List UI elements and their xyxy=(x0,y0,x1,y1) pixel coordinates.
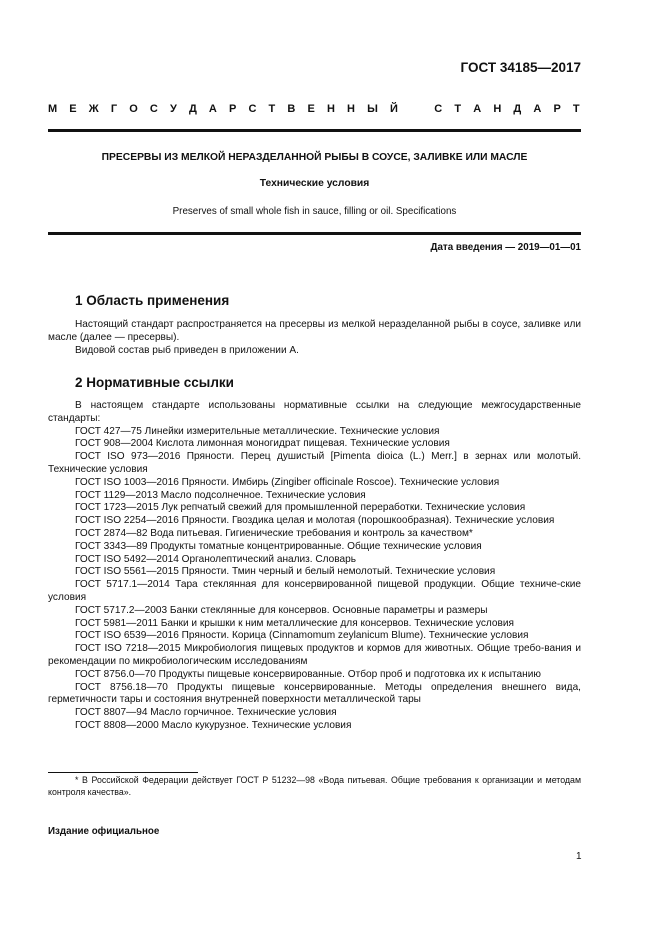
banner-letter: А xyxy=(533,103,542,115)
banner-letter: О xyxy=(129,103,138,115)
document-subtitle: Технические условия xyxy=(259,178,370,189)
banner-letter: Е xyxy=(69,103,77,115)
reference-item: ГОСТ 1129—2013 Масло подсолнечное. Технические условия xyxy=(75,489,366,501)
section-2-body xyxy=(48,400,581,733)
reference-item: ГОСТ 3343—89 Продукты томатные концентрированные. Общие технические условия xyxy=(75,540,482,552)
section-1-heading: 1 Область применения xyxy=(75,293,230,308)
banner-letter: У xyxy=(169,103,177,115)
footnote-text: * В Российской Федерации действует ГОСТ Р 51232—98 «Вода питьевая. Общие требования к организации и методам контроля качества». xyxy=(48,775,581,797)
banner-letter: Т xyxy=(268,103,276,115)
banner-letter: С xyxy=(149,103,158,115)
page-number: 1 xyxy=(576,851,582,862)
banner-letter: Р xyxy=(229,103,237,115)
section-1-paragraph: Настоящий стандарт распространяется на пресервы из мелкой неразделанной рыбы в соусе, заливке или масле (далее — пресервы). xyxy=(48,319,581,343)
reference-item: ГОСТ 8807—94 Масло горчичное. Технические условия xyxy=(75,707,337,719)
reference-item: ГОСТ ISO 973—2016 Пряности. Перец душистый [Pimenta dioica (L.) Merr.] в зернах или молотый. Технические условия xyxy=(48,451,581,475)
reference-item: ГОСТ 8756.18—70 Продукты пищевые консервированные. Методы определения внешнего вида, герметичности тары и состояния внутренней поверхности металлической тары xyxy=(48,681,581,706)
reference-item: ГОСТ ISO 2254—2016 Пряности. Гвоздика целая и молотая (порошкообразная). Технические условия xyxy=(75,515,555,527)
banner-letter: Е xyxy=(307,103,315,115)
banner-letter: Н xyxy=(493,103,502,115)
banner-letter: Ы xyxy=(367,103,378,115)
banner-letter: Д xyxy=(513,103,522,115)
section-2-intro: В настоящем стандарте использованы нормативные ссылки на следующие межгосударственные стандарты: xyxy=(48,400,581,424)
title-bottom-rule xyxy=(48,232,581,235)
reference-item: ГОСТ 5981—2011 Банки и крышки к ним металлические для консервов. Технические условия xyxy=(75,617,514,629)
introduction-date: Дата введения — 2019—01—01 xyxy=(430,242,581,253)
document-title: ПРЕСЕРВЫ ИЗ МЕЛКОЙ НЕРАЗДЕЛАННОЙ РЫБЫ В СОУСЕ, ЗАЛИВКЕ ИЛИ МАСЛЕ xyxy=(101,152,528,163)
banner-letter: Д xyxy=(188,103,197,115)
reference-item: ГОСТ 8756.0—70 Продукты пищевые консервированные. Отбор проб и подготовка их к испытанию xyxy=(75,668,541,680)
reference-item: ГОСТ 5717.2—2003 Банки стеклянные для консервов. Основные параметры и размеры xyxy=(75,604,488,616)
banner-letter: В xyxy=(287,103,296,115)
banner-letter: С xyxy=(434,103,443,115)
reference-item: ГОСТ 1723—2015 Лук репчатый свежий для промышленной переработки. Технические условия xyxy=(75,502,526,514)
footnote xyxy=(48,774,581,798)
banner-letter: Й xyxy=(390,103,398,115)
reference-item: ГОСТ ISO 7218—2015 Микробиология пищевых продуктов и кормов для животных. Общие требо-вания и рекомендации по микробиологическим исследованиям xyxy=(48,643,581,667)
standard-code: ГОСТ 34185—2017 xyxy=(460,60,581,75)
reference-item: ГОСТ ISO 5561—2015 Пряности. Тмин черный и белый немолотый. Технические условия xyxy=(75,566,496,578)
banner-letter: Г xyxy=(110,103,118,115)
reference-item: ГОСТ 8808—2000 Масло кукурузное. Технические условия xyxy=(75,719,352,731)
banner-letter: Н xyxy=(347,103,355,115)
section-1-body xyxy=(48,319,581,357)
banner-letter: Н xyxy=(326,103,335,115)
banner-letter: А xyxy=(208,103,217,115)
section-1-paragraph: Видовой состав рыб приведен в приложении А. xyxy=(75,344,299,356)
reference-item: ГОСТ 908—2004 Кислота лимонная моногидрат пищевая. Технические условия xyxy=(75,438,450,450)
section-2-heading: 2 Нормативные ссылки xyxy=(75,375,234,390)
official-edition-label: Издание официальное xyxy=(48,826,160,837)
reference-item: ГОСТ 5717.1—2014 Тара стеклянная для консервированной пищевой продукции. Общие техниче-ские условия xyxy=(48,579,581,603)
banner-letter: Т xyxy=(454,103,462,115)
reference-item: ГОСТ ISO 6539—2016 Пряности. Корица (Cinnamomum zeylanicum Blume). Технические условия xyxy=(75,630,529,642)
banner-letter: Ж xyxy=(88,103,99,115)
normative-references-list xyxy=(48,426,581,733)
reference-item: ГОСТ 2874—82 Вода питьевая. Гигиенические требования и контроль за качеством* xyxy=(75,527,473,539)
reference-item: ГОСТ ISO 1003—2016 Пряности. Имбирь (Zingiber officinale Roscoe). Технические условия xyxy=(75,476,500,488)
top-rule xyxy=(48,129,581,132)
banner-letter: Т xyxy=(572,103,580,115)
reference-item: ГОСТ ISO 5492—2014 Органолептический анализ. Словарь xyxy=(75,553,357,565)
english-title: Preserves of small whole fish in sauce, filling or oil. Specifications xyxy=(172,206,457,217)
reference-item: ГОСТ 427—75 Линейки измерительные металлические. Технические условия xyxy=(75,425,440,437)
footnote-rule xyxy=(48,772,198,773)
banner-letter: С xyxy=(248,103,257,115)
banner-letter: М xyxy=(48,103,58,115)
banner-letter: А xyxy=(473,103,482,115)
banner-letter: Р xyxy=(553,103,561,115)
interstate-standard-banner xyxy=(48,103,580,115)
